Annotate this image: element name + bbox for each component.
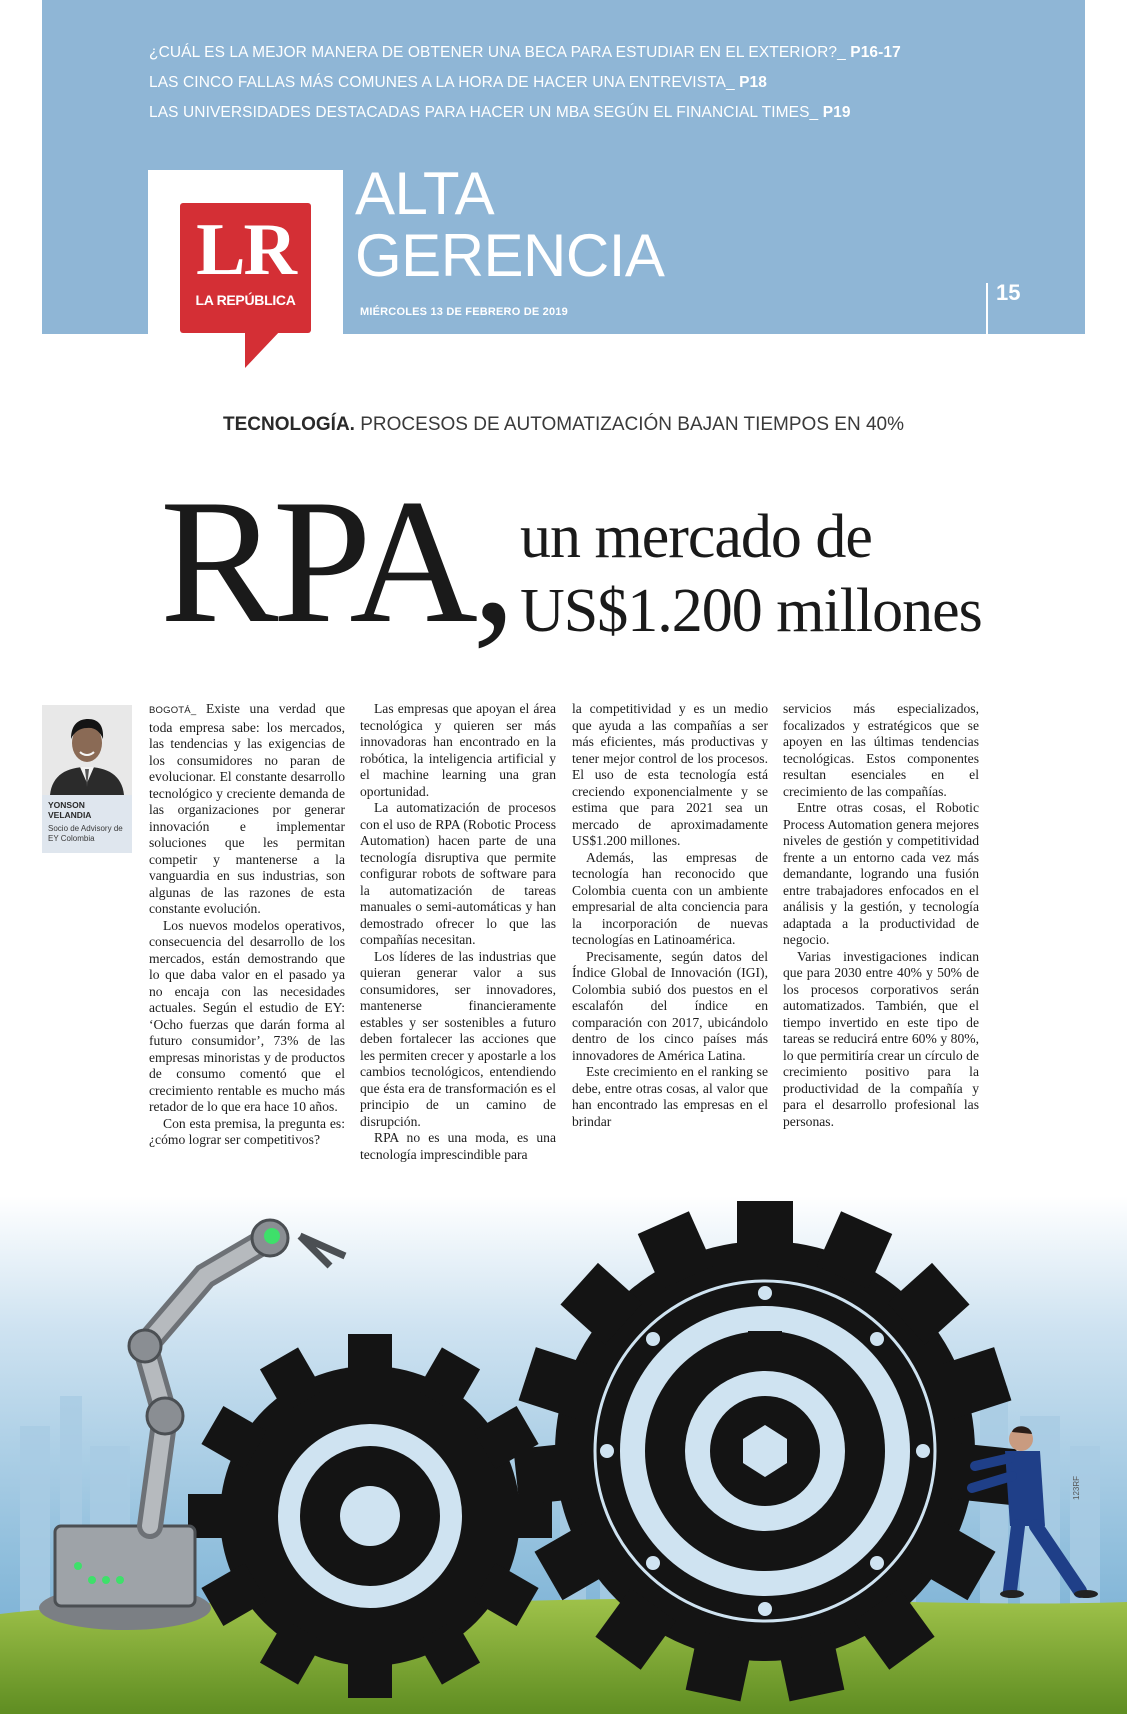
author-name: YONSON VELANDIA bbox=[48, 800, 92, 820]
article-column-1 bbox=[149, 701, 345, 1149]
paragraph: Con esta premisa, la pregunta es: ¿cómo lograr ser competitivos? bbox=[149, 1115, 345, 1147]
teaser-list bbox=[149, 38, 969, 128]
kicker bbox=[0, 414, 1127, 436]
section-title: ALTA GERENCIA bbox=[355, 160, 665, 289]
article-column-2 bbox=[360, 701, 556, 1163]
image-credit: 123RF bbox=[1072, 1475, 1081, 1500]
headline-main: RPA, bbox=[160, 462, 511, 660]
paragraph: Varias investigaciones indican que para 2030 entre 40% y 50% de los procesos corporativos serán automatizados. También, que el tiempo invertido en este tipo de tareas se reducirá entre 60% y 80%, lo que permitiría crear un círculo de crecimiento positivo para la productividad de la compañía y para el desarrollo profesional las personas. bbox=[783, 948, 979, 1129]
paragraph: RPA no es una moda, es una tecnología imprescindible para bbox=[360, 1130, 556, 1162]
paragraph: BOGOTÁ_ Existe una verdad que toda empresa sabe: los mercados, las tendencias y las exigencias de los consumidores no paran de evolucionar. El constante desarrollo tecnológico y creciente demanda de las organizaciones por generar innovación e implementar soluciones que les permitan competir y mantenerse a la vanguardia en sus industrias, son algunas de las razones de esta constante evolución. bbox=[149, 701, 345, 916]
paragraph: servicios más especializados, focalizados y estratégicos que se apoyen en las últimas tendencias tecnológicas. Estos componentes resultan esenciales en el crecimiento de las compañías. bbox=[783, 701, 979, 799]
kicker-text: PROCESOS DE AUTOMATIZACIÓN BAJAN TIEMPOS EN 40% bbox=[354, 414, 904, 435]
paragraph: Entre otras cosas, el Robotic Process Automation genera mejores niveles de gestión y competitividad frente a un entorno cada vez más demandante, logrando una fusión entre trabajadores enfocados en el análisis y la gestión, y tecnología adaptada a la productividad de negocio. bbox=[783, 800, 979, 947]
logo-name: LA REPÚBLICA bbox=[195, 292, 296, 308]
article-column-4 bbox=[783, 701, 979, 1130]
article-column-3 bbox=[572, 701, 768, 1130]
headline-secondary: un mercado de US$1.200 millones bbox=[520, 503, 982, 645]
dateline: BOGOTÁ_ bbox=[149, 705, 197, 716]
author-role: Socio de Advisory de EY Colombia bbox=[48, 824, 123, 843]
teaser-item[interactable]: LAS UNIVERSIDADES DESTACADAS PARA HACER UN MBA SEGÚN EL FINANCIAL TIMES_ P19 bbox=[149, 104, 851, 121]
logo-initials: LR bbox=[196, 209, 295, 291]
kicker-label: TECNOLOGÍA. bbox=[223, 414, 355, 435]
teaser-item[interactable]: LAS CINCO FALLAS MÁS COMUNES A LA HORA DE HACER UNA ENTREVISTA_ P18 bbox=[149, 74, 767, 91]
paragraph: Este crecimiento en el ranking se debe, entre otras cosas, al valor que han encontrado las empresas en el brindar bbox=[572, 1064, 768, 1129]
gears-illustration bbox=[0, 1196, 1127, 1714]
page-divider bbox=[986, 283, 988, 334]
logo-speech-tail bbox=[245, 330, 281, 368]
paragraph: la competitividad y es un medio que ayuda a las compañías a ser más eficientes, más productivas y tener mejor control de los procesos. El uso de esta tecnología está creciendo exponencialmente y se estima que para 2021 sea un mercado de aproximadamente US$1.200 millones. bbox=[572, 701, 768, 848]
issue-date: MIÉRCOLES 13 DE FEBRERO DE 2019 bbox=[360, 306, 568, 318]
teaser-item[interactable]: ¿CUÁL ES LA MEJOR MANERA DE OBTENER UNA BECA PARA ESTUDIAR EN EL EXTERIOR?_ P16-17 bbox=[149, 44, 901, 61]
paragraph: Los líderes de las industrias que quieran generar valor a sus consumidores, ser innovadores, mantenerse financieramente estables y ser sostenibles a futuro deben fortalecer las acciones que les permiten crecer y apostarle a los cambios tecnológicos, entendiendo que ésta era de transformación es el principio de un camino de disrupción. bbox=[360, 948, 556, 1129]
page-number: 15 bbox=[996, 280, 1021, 305]
paragraph: La automatización de procesos con el uso de RPA (Robotic Process Automation) hacen parte de una tecnología disruptiva que permite configurar robots de software para la automatización de tareas manuales o semi-automáticas y han demostrado ofrecer lo que las compañías necesitan. bbox=[360, 800, 556, 947]
paragraph: Precisamente, según datos del Índice Global de Innovación (IGI), Colombia subió dos puestos en el escalafón del índice en comparación con 2017, ubicándolo dentro de los cinco países más innovadores de América Latina. bbox=[572, 948, 768, 1063]
author-photo bbox=[42, 705, 132, 795]
paragraph: Las empresas que apoyan el área tecnológica y quieren ser más innovadoras han encontrado en la robótica, la inteligencia artificial y el machine learning una gran oportunidad. bbox=[360, 701, 556, 799]
paragraph: Además, las empresas de tecnología han reconocido que Colombia cuenta con un ambiente empresarial de alta conciencia para la incorporación de nuevas tecnologías en Latinoamérica. bbox=[572, 849, 768, 947]
paragraph: Los nuevos modelos operativos, consecuencia del desarrollo de los mercados, están demostrando que lo que daba valor en el pasado ya no encaja con las necesidades actuales. Según el estudio de EY: ‘Ocho fuerzas que darán forma al futuro consumidor’, 73% de las empresas minoristas y de productos de consumo comentó que el crecimiento rentable es mucho más retador de lo que era hace 10 años. bbox=[149, 917, 345, 1114]
